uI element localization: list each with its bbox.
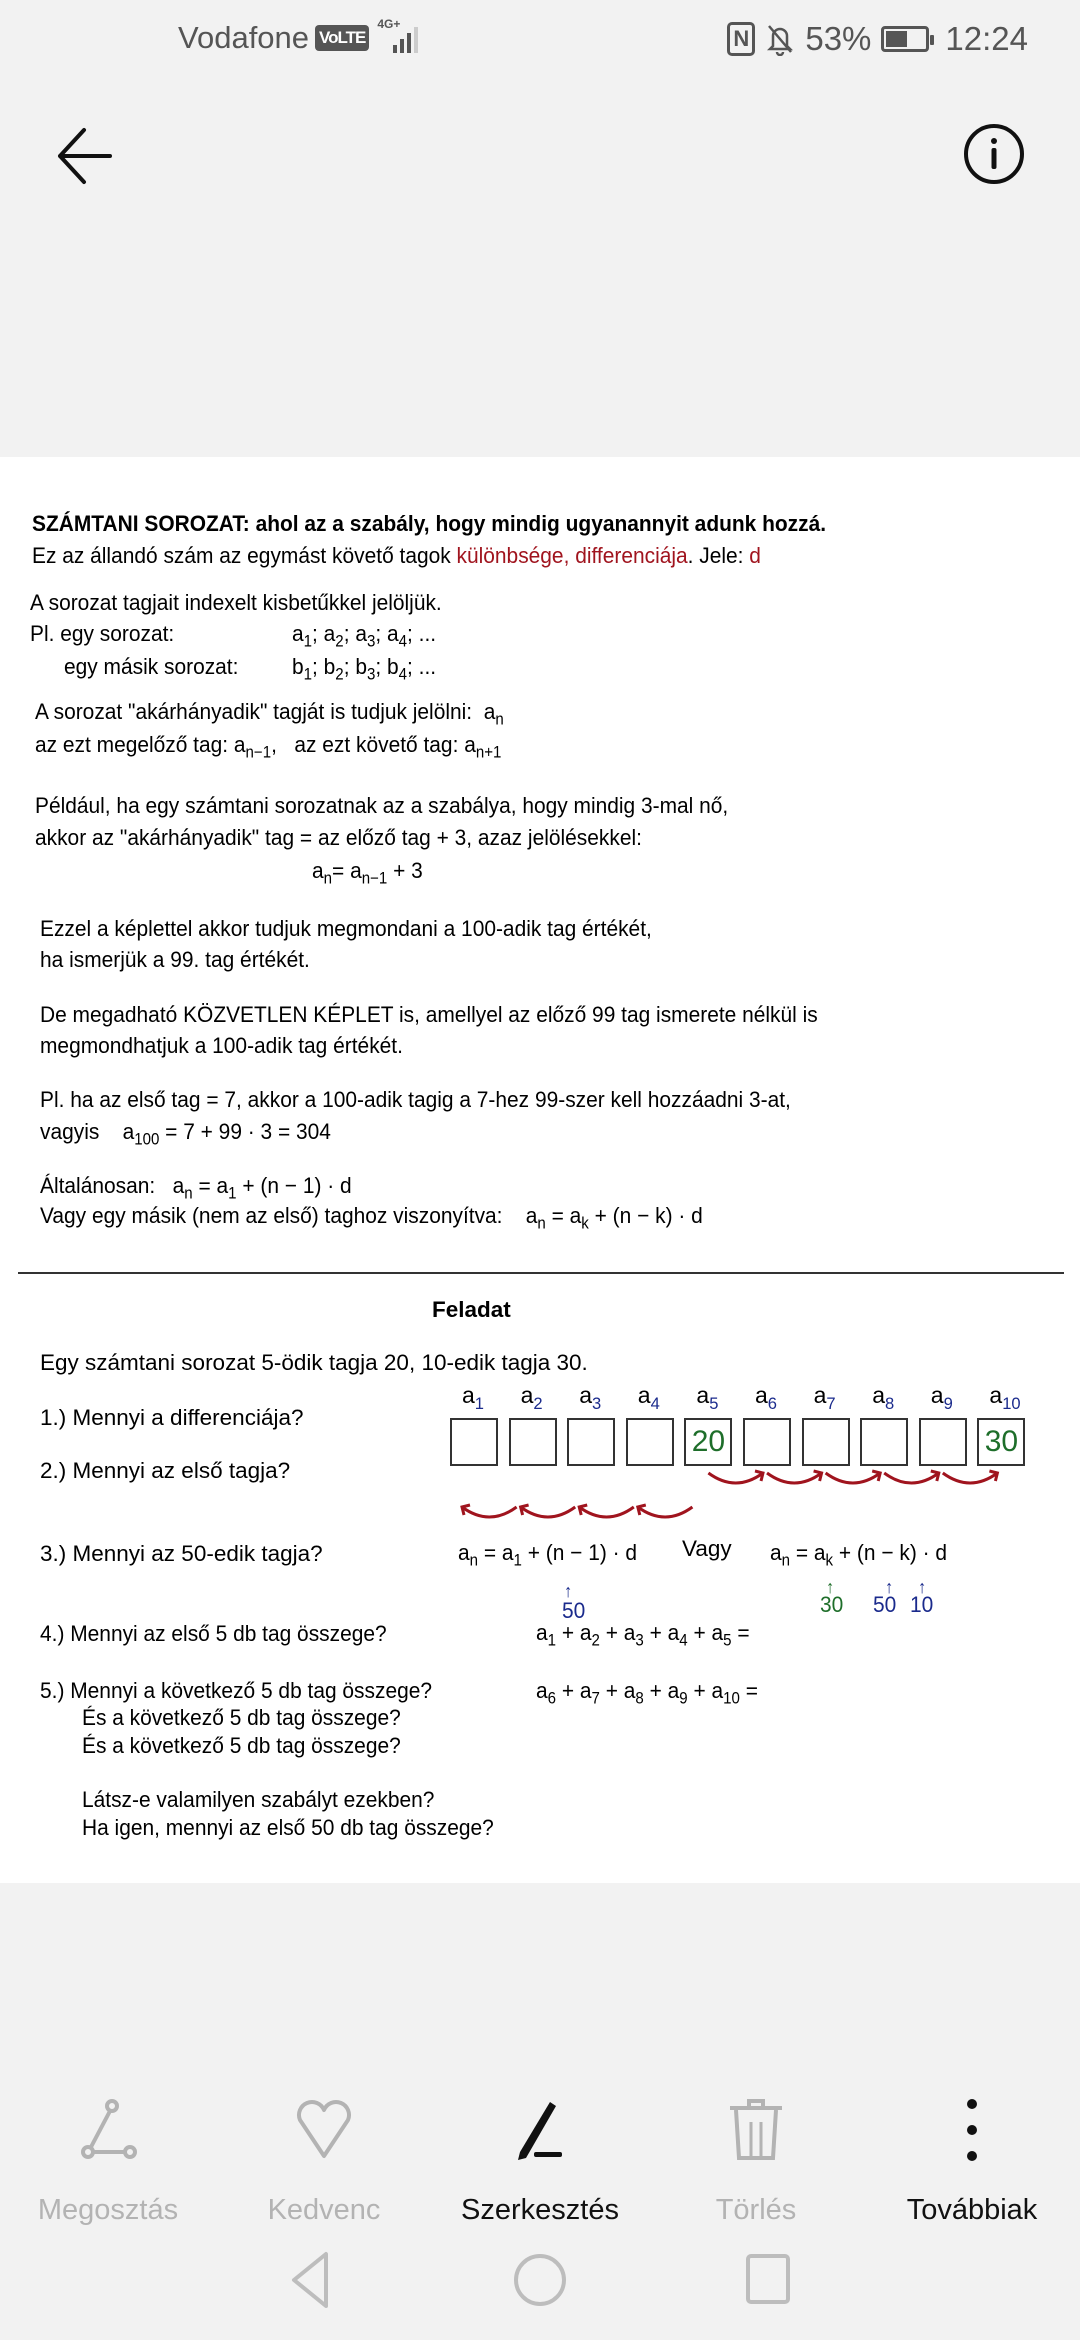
example-first-1: Pl. ha az első tag = 7, akkor a 100-adik tagig a 7-hez 99-szer kell hozzáadni 3-at, xyxy=(40,1087,791,1112)
divider xyxy=(18,1272,1064,1274)
doc-heading xyxy=(32,511,826,537)
annot-k-10: 10 xyxy=(910,1592,934,1617)
term-index: 2 xyxy=(533,1393,543,1413)
formula-or: Vagy xyxy=(682,1536,732,1561)
text: + (n − k) · d xyxy=(588,1203,703,1228)
term-letter: a xyxy=(623,1678,636,1703)
trash-icon xyxy=(724,2098,788,2162)
direct-formula-1: De megadható KÖZVETLEN KÉPLET is, amellyel az előző 99 tag ismerete nélkül is xyxy=(40,1002,818,1027)
term-letter: a xyxy=(667,1620,680,1645)
term-box xyxy=(450,1418,498,1466)
question-2: 2.) Mennyi az első tagja? xyxy=(40,1458,291,1483)
indexed-text: A sorozat tagjait indexelt kisbetűkkel jelöljük. xyxy=(30,590,442,615)
sub: 1 xyxy=(228,1184,237,1203)
clock: 12:24 xyxy=(945,20,1028,57)
term-letter: a xyxy=(872,1382,885,1408)
term-index: 5 xyxy=(723,1631,732,1650)
example-rule-1: Például, ha egy számtani sorozatnak az a szabálya, hogy mindig 3-mal nő, xyxy=(35,793,729,818)
text: A sorozat "akárhányadik" tagját is tudjuk jelölni: xyxy=(35,699,473,724)
term-index: 1 xyxy=(303,632,313,651)
example-rule-2: akkor az "akárhányadik" tag = az előző tag + 3, azaz jelölésekkel: xyxy=(35,825,642,850)
separator: ; xyxy=(343,621,356,646)
text: + 3 xyxy=(387,858,423,883)
share-label: Megosztás xyxy=(37,2194,179,2226)
share-button[interactable] xyxy=(0,2090,216,2227)
text: . Jele: xyxy=(687,543,750,568)
annot-ak-30: 30 xyxy=(820,1592,844,1617)
text: az ezt követő tag: xyxy=(294,732,459,757)
more-vertical-icon xyxy=(940,2098,1004,2162)
term-label xyxy=(520,1382,543,1413)
term-index: 3 xyxy=(366,665,376,684)
term-index: 9 xyxy=(679,1689,688,1708)
term-letter: a xyxy=(355,621,367,646)
operator: + xyxy=(599,1620,624,1645)
d-symbol: d xyxy=(749,543,761,568)
term-index: 9 xyxy=(943,1393,953,1413)
term-letter: b xyxy=(355,654,367,679)
term-letter: a xyxy=(579,1382,592,1408)
system-navigation-bar xyxy=(0,2250,1080,2310)
document-image xyxy=(0,457,1080,1883)
term-box xyxy=(626,1418,674,1466)
term-letter: a xyxy=(386,621,399,646)
term-letter: a xyxy=(930,1382,944,1408)
operator: + xyxy=(687,1678,712,1703)
difference-line xyxy=(32,543,761,569)
text: = xyxy=(790,1540,814,1565)
home-circle-icon xyxy=(510,2250,570,2310)
a: a xyxy=(216,1173,229,1198)
closing-2: Ha igen, mennyi az első 50 db tag összege? xyxy=(82,1815,494,1840)
a: a xyxy=(813,1540,826,1565)
text: = xyxy=(545,1203,570,1228)
task-intro: Egy számtani sorozat 5-ödik tagja 20, 10-edik tagja 30. xyxy=(40,1350,588,1375)
a: a xyxy=(501,1540,514,1565)
arrow-head xyxy=(579,1505,587,1515)
arrow-left-icon xyxy=(52,124,116,188)
sum-next-5 xyxy=(536,1678,758,1708)
battery-icon xyxy=(881,26,929,52)
term-label xyxy=(637,1382,660,1413)
term-index: 5 xyxy=(709,1393,719,1413)
term-index: 6 xyxy=(547,1689,557,1708)
text: Vagy egy másik (nem az első) taghoz viszonyítva: xyxy=(40,1203,503,1228)
term-letter: a xyxy=(536,1678,548,1703)
a: a xyxy=(458,1540,470,1565)
term-index: 2 xyxy=(591,1631,600,1650)
up-arrow-icon: ↑ xyxy=(826,1577,835,1597)
nfc-icon: N xyxy=(727,22,755,56)
signal-icon xyxy=(377,17,418,53)
arrow-head xyxy=(931,1471,939,1481)
edit-pencil-icon xyxy=(508,2098,572,2162)
more-label: Továbbiak xyxy=(906,2194,1038,2226)
heading-rest: ahol az a szabály, hogy mindig ugyanannyit adunk hozzá. xyxy=(249,511,827,536)
sub: n xyxy=(537,1214,546,1233)
term-letter: a xyxy=(989,1382,1003,1408)
question-4: 4.) Mennyi az első 5 db tag összege? xyxy=(40,1621,387,1646)
status-bar xyxy=(0,0,1080,80)
term-index: 4 xyxy=(398,632,408,651)
arrow-head xyxy=(814,1471,822,1481)
operator: + xyxy=(643,1620,668,1645)
delete-label: Törlés xyxy=(715,2194,797,2226)
annot-n-50: 50 xyxy=(873,1592,897,1617)
text: vagyis xyxy=(40,1119,100,1144)
back-triangle-icon xyxy=(282,2250,342,2310)
arrow-head xyxy=(638,1505,646,1515)
a: a xyxy=(122,1119,135,1144)
operator: + xyxy=(599,1678,624,1703)
term-letter: a xyxy=(623,1620,636,1645)
term-letter: b xyxy=(323,654,336,679)
any-term-line xyxy=(35,699,504,729)
operator: + xyxy=(556,1620,580,1645)
text: = xyxy=(192,1173,217,1198)
closing-1: Látsz-e valamilyen szabályt ezekben? xyxy=(82,1787,435,1812)
separator: ; xyxy=(343,654,356,679)
other-label: egy másik sorozat: xyxy=(64,654,239,679)
term-letter: a xyxy=(813,1382,827,1408)
text: az ezt megelőző tag: xyxy=(35,732,229,757)
term-letter: a xyxy=(696,1382,710,1408)
term-label xyxy=(989,1382,1021,1413)
term-index: 8 xyxy=(884,1393,895,1413)
term-letter: a xyxy=(323,621,336,646)
term-index: 8 xyxy=(635,1689,644,1708)
term-index: 4 xyxy=(679,1631,688,1650)
battery-fill xyxy=(886,31,906,47)
step-arrow xyxy=(708,1473,763,1483)
formula-use-1: Ezzel a képlettel akkor tudjuk megmondani a 100-adik tag értékét, xyxy=(40,916,652,941)
term-index: 7 xyxy=(826,1393,836,1413)
term-label xyxy=(696,1382,719,1413)
recursive-formula: $a_n= a_{n-1} + 3$ xyxy=(312,858,423,888)
step-arrow xyxy=(521,1507,576,1517)
separator: ; xyxy=(312,654,324,679)
term-letter: a xyxy=(711,1678,724,1703)
up-arrow-icon: ↑ xyxy=(918,1577,927,1597)
edit-label: Szerkesztés xyxy=(461,2194,619,2226)
relative-formula xyxy=(40,1203,703,1233)
separator: ; xyxy=(375,621,387,646)
network-type: 4G+ xyxy=(377,17,401,31)
general-formula xyxy=(40,1173,352,1203)
term-index: 10 xyxy=(1002,1393,1021,1413)
status-left xyxy=(178,17,418,56)
step-arrow xyxy=(767,1473,822,1483)
back-button[interactable] xyxy=(52,124,116,188)
other-sequence xyxy=(292,654,437,684)
recents-square-icon xyxy=(738,2250,798,2310)
term-letter: a xyxy=(292,621,304,646)
separator: ; ... xyxy=(407,654,437,679)
task-title: Feladat xyxy=(432,1297,511,1322)
formula-use-2: ha ismerjük a 99. tag értékét. xyxy=(40,947,310,972)
heading-bold: SZÁMTANI SOROZAT: xyxy=(32,511,250,536)
separator: ; xyxy=(312,621,324,646)
term-index: 3 xyxy=(635,1631,644,1650)
a: a xyxy=(312,858,324,883)
term-index: 1 xyxy=(303,665,313,684)
step-arrow xyxy=(638,1507,693,1517)
text: = 7 + 99 · 3 = 304 xyxy=(159,1119,331,1144)
up-arrow-icon: ↑ xyxy=(564,1581,573,1601)
status-right xyxy=(727,20,1028,58)
example-label: Pl. egy sorozat: xyxy=(30,621,175,646)
term-index: 2 xyxy=(335,632,344,651)
a: a xyxy=(525,1203,538,1228)
separator: ; ... xyxy=(407,621,437,646)
direct-formula-2: megmondhatjuk a 100-adik tag értékét. xyxy=(40,1033,403,1058)
arrow-head xyxy=(521,1505,529,1515)
term-index: 3 xyxy=(591,1393,602,1413)
term-label xyxy=(579,1382,602,1413)
system-home-button[interactable] xyxy=(510,2250,570,2310)
operator: = xyxy=(731,1620,750,1645)
term-letter: a xyxy=(520,1382,534,1408)
question-3: 3.) Mennyi az 50-edik tagja? xyxy=(40,1541,323,1566)
term-letter: b xyxy=(386,654,399,679)
text: = xyxy=(478,1540,502,1565)
bottom-action-bar xyxy=(0,2080,1080,2226)
volte-badge: VoLTE xyxy=(315,25,369,51)
sub: n xyxy=(495,710,504,729)
sub: n xyxy=(469,1551,479,1570)
term-index: 1 xyxy=(547,1631,557,1650)
task-formula-1 xyxy=(458,1540,638,1570)
arrow-head xyxy=(872,1471,880,1481)
info-button[interactable] xyxy=(962,122,1026,186)
annot-n-50: 50 xyxy=(562,1598,586,1623)
operator: + xyxy=(556,1678,580,1703)
term-label xyxy=(872,1382,895,1413)
sub: n xyxy=(184,1184,193,1203)
term-letter: a xyxy=(637,1382,651,1408)
difference-term: különbsége, differenciája xyxy=(456,543,688,568)
term-letter: a xyxy=(711,1620,724,1645)
neighbor-terms-line: az ezt megelőző tag: $a_{n-1}$, az ezt követő tag: $a_{n+1}$ xyxy=(35,732,502,762)
carrier-name: Vodafone xyxy=(178,20,310,55)
share-icon xyxy=(76,2098,140,2162)
heart-icon xyxy=(292,2098,356,2162)
sub: n+1 xyxy=(475,743,502,762)
sub: 100 xyxy=(134,1130,160,1149)
term-index: 3 xyxy=(366,632,376,651)
step-arrow xyxy=(579,1507,634,1517)
a: a xyxy=(464,732,476,757)
sub: n−1 xyxy=(361,869,388,888)
text: + (n − 1) · d xyxy=(236,1173,352,1198)
step-arrow xyxy=(826,1473,881,1483)
favorite-button[interactable] xyxy=(216,2090,432,2227)
text: Ez az állandó szám az egymást követő tagok xyxy=(32,543,457,568)
delete-button[interactable] xyxy=(648,2090,864,2227)
a: a xyxy=(233,732,246,757)
arrow-head xyxy=(989,1471,997,1481)
question-5: 5.) Mennyi a következő 5 db tag összege? xyxy=(40,1678,433,1703)
text: + (n − 1) · d xyxy=(521,1540,638,1565)
step-arrow xyxy=(943,1473,998,1483)
example-first-2 xyxy=(40,1119,331,1149)
sub: 1 xyxy=(513,1551,522,1570)
term-letter: b xyxy=(292,654,304,679)
a: a xyxy=(350,858,362,883)
term-box: 30 xyxy=(977,1418,1025,1466)
operator: + xyxy=(687,1620,712,1645)
info-circle-icon xyxy=(962,122,1026,186)
arrow-head xyxy=(462,1505,470,1515)
term-letter: a xyxy=(579,1678,592,1703)
term-letter: a xyxy=(755,1382,768,1408)
system-recents-button[interactable] xyxy=(738,2250,798,2310)
term-box xyxy=(860,1418,908,1466)
a: a xyxy=(172,1173,185,1198)
task-formula-2 xyxy=(770,1540,948,1570)
term-box xyxy=(743,1418,791,1466)
favorite-label: Kedvenc xyxy=(267,2194,381,2226)
term-index: 1 xyxy=(474,1393,484,1413)
more-button[interactable] xyxy=(864,2090,1080,2227)
sub: n−1 xyxy=(245,743,272,762)
term-box xyxy=(919,1418,967,1466)
sub: n xyxy=(781,1551,791,1570)
sub: k xyxy=(581,1214,589,1233)
a: a xyxy=(770,1540,782,1565)
term-box: 20 xyxy=(684,1418,732,1466)
arrow-head xyxy=(755,1471,763,1481)
term-index: 7 xyxy=(591,1689,600,1708)
term-index: 2 xyxy=(335,665,344,684)
term-box xyxy=(509,1418,557,1466)
bell-off-icon xyxy=(765,22,795,56)
term-letter: a xyxy=(667,1678,680,1703)
term-box xyxy=(802,1418,850,1466)
term-letter: a xyxy=(579,1620,592,1645)
battery-percent: 53% xyxy=(805,20,872,57)
sub: k xyxy=(825,1551,834,1570)
term-index: 4 xyxy=(398,665,408,684)
edit-button[interactable] xyxy=(432,2090,648,2227)
step-arrow xyxy=(462,1507,517,1517)
term-letter: a xyxy=(462,1382,475,1408)
system-back-button[interactable] xyxy=(282,2250,342,2310)
up-arrow-icon: ↑ xyxy=(885,1577,894,1597)
term-index: 6 xyxy=(767,1393,777,1413)
sum-first-5 xyxy=(536,1620,750,1650)
question-1: 1.) Mennyi a differenciája? xyxy=(40,1405,304,1430)
step-arrow xyxy=(884,1473,939,1483)
text: + (n − k) · d xyxy=(833,1540,948,1565)
term-label xyxy=(813,1382,836,1413)
example-sequence xyxy=(292,621,437,651)
term-label xyxy=(462,1382,484,1413)
a: a xyxy=(483,699,496,724)
term-label xyxy=(930,1382,953,1413)
followup-1: És a következő 5 db tag összege? xyxy=(82,1705,401,1730)
followup-2: És a következő 5 db tag összege? xyxy=(82,1733,401,1758)
term-index: 10 xyxy=(723,1689,740,1708)
top-app-bar xyxy=(0,100,1080,210)
term-box xyxy=(567,1418,615,1466)
term-index: 4 xyxy=(650,1393,660,1413)
sub: n xyxy=(323,869,333,888)
separator: ; xyxy=(375,654,387,679)
operator: = xyxy=(739,1678,758,1703)
term-label xyxy=(755,1382,777,1413)
operator: + xyxy=(643,1678,668,1703)
a: a xyxy=(569,1203,582,1228)
text: Általánosan: xyxy=(40,1173,156,1198)
term-letter: a xyxy=(536,1620,548,1645)
